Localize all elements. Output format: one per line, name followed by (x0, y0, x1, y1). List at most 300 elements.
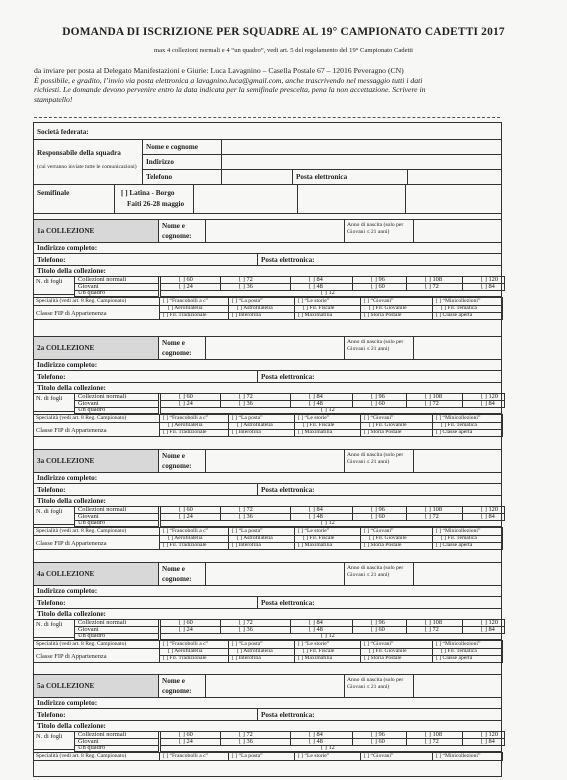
collection-name-input[interactable] (205, 336, 345, 360)
phone-label-cell (142, 169, 222, 185)
special-option-text: [ ] “Minicollezioni” (436, 753, 481, 759)
collection-phone-label: Telefono: (37, 256, 66, 264)
collection-name-label: Nome e (162, 677, 185, 685)
special-option-text: [ ] “Francobolli a c” (163, 753, 209, 759)
fip-option-text: [ ] Classe aperta (436, 542, 473, 548)
sheets-young-text: [ ] 36 (239, 283, 253, 290)
special-option-text: [ ] “Giovani” (364, 641, 394, 647)
sheets-normal-text: [ ] 72 (239, 619, 253, 626)
normal-collections-label: Collezioni normali (78, 393, 127, 400)
fip-option-text: [ ] Aerofilatelia (168, 535, 203, 541)
sheets-normal-text: [ ] 60 (179, 506, 193, 513)
collection-email-label: Posta elettronica: (261, 373, 315, 381)
sheets-normal-text: [ ] 60 (179, 619, 193, 626)
fip-option-text: [ ] Maximafilia (298, 429, 333, 435)
normal-collections-label: Collezioni normali (78, 276, 127, 283)
fip-option-text: [ ] Astrofilatelia (237, 305, 273, 311)
normal-collections-label: Collezioni normali (78, 731, 127, 738)
fip-option-text: [ ] Fil. Giovanile (369, 535, 407, 541)
society-field[interactable] (33, 122, 502, 140)
team-email-label: Posta elettronica (296, 173, 348, 181)
collection-title: 5a COLLEZIONE (37, 682, 95, 690)
form-title: DOMANDA DI ISCRIZIONE PER SQUADRE AL 19° CAMPIONATO CADETTI 2017 (62, 26, 505, 38)
sheets-young-text: [ ] 24 (179, 513, 193, 520)
special-option[interactable] (159, 752, 229, 761)
sheets-normal-text: [ ] 96 (371, 276, 385, 283)
collection-title: 4a COLLEZIONE (37, 570, 95, 578)
fip-option-text: [ ] Storia Postale (364, 655, 402, 661)
fip-option-text: [ ] Maximafilia (298, 542, 333, 548)
fip-option-text: [ ] Aerofilatelia (168, 648, 203, 654)
one-frame-label-cell (74, 407, 159, 414)
special-option-text: [ ] “Francobolli a c” (163, 528, 209, 534)
collection-name-label: Nome e (162, 339, 185, 347)
sheets-young-text: [ ] 48 (309, 400, 323, 407)
collection-surname-label: cognome: (162, 687, 192, 695)
sheets-label-cell (33, 731, 75, 750)
collection-title-cell (33, 336, 159, 360)
sheets-one-frame-text: [ ] 12 (321, 745, 335, 751)
fip-option-text: [ ] Fil. Tradizionale (163, 542, 207, 548)
special-label: Specialità (vedi art. 8 Reg. Campionato) (36, 753, 127, 759)
team-address-label: Indirizzo (146, 158, 174, 166)
young-label: Giovani (78, 283, 99, 290)
sheets-normal-text: [ ] 120 (481, 619, 499, 626)
birth-year-label: Anno di nascita (solo per Giovani ≤ 21 anni) (347, 222, 404, 235)
sheets-label: N. di fogli (36, 508, 63, 515)
sheets-one-frame-text: [ ] 12 (321, 520, 335, 526)
birth-year-input[interactable] (413, 562, 502, 586)
collection-phone-label: Telefono: (37, 599, 66, 607)
sheets-normal-text: [ ] 108 (425, 731, 443, 738)
collection-email-label: Posta elettronica: (261, 599, 315, 607)
collection-name-input[interactable] (205, 219, 345, 243)
sheets-label-cell (33, 506, 75, 525)
special-option-text: [ ] “Minicollezioni” (436, 528, 481, 534)
semifinal-label-cell (33, 184, 115, 214)
normal-collections-label: Collezioni normali (78, 506, 127, 513)
semifinal-label: Semifinale (37, 189, 70, 197)
fip-label-cell (33, 648, 160, 663)
fip-option-text: [ ] Astrofilatelia (237, 422, 273, 428)
collection-title-label: Titolo della collezione: (37, 267, 106, 275)
fip-option[interactable] (294, 429, 361, 437)
sheets-young-text: [ ] 24 (179, 400, 193, 407)
collection-title-cell (33, 449, 159, 473)
birth-year-input[interactable] (413, 336, 502, 360)
fip-option-text: [ ] Fil. Giovanile (369, 305, 407, 311)
fip-option[interactable] (360, 429, 433, 437)
one-frame-label-cell (74, 745, 159, 752)
special-option-text: [ ] “Le storie” (298, 298, 330, 304)
sheets-normal-text: [ ] 84 (309, 506, 323, 513)
semifinal-option-1: [ ] Latina - Borgo (121, 189, 175, 197)
sheets-one-frame-option[interactable] (160, 520, 502, 527)
sheets-young-text: [ ] 36 (239, 738, 253, 745)
collection-address-label: Indirizzo completo: (37, 474, 98, 482)
sheets-normal-text: [ ] 84 (309, 619, 323, 626)
sheets-one-frame-option[interactable] (160, 633, 502, 640)
special-option-text: [ ] “La posta” (232, 298, 263, 304)
semifinal-blank-1[interactable] (193, 184, 298, 214)
one-frame-label: Un quadro (78, 520, 106, 526)
one-frame-label: Un quadro (78, 633, 106, 639)
fip-option-text: [ ] Fil. Fiscale (303, 422, 335, 428)
birth-year-label-cell (344, 336, 414, 360)
young-label: Giovani (78, 738, 99, 745)
fip-option-text: [ ] Interofilia (232, 655, 261, 661)
email-label-cell (292, 169, 408, 185)
collection-phone-label: Telefono: (37, 711, 66, 719)
sheets-young-text: [ ] 72 (425, 626, 439, 633)
special-option-text: [ ] “Le storie” (298, 641, 330, 647)
one-frame-label: Un quadro (78, 407, 106, 413)
special-label-cell (33, 752, 160, 761)
collection-email-label: Posta elettronica: (261, 256, 315, 264)
special-option-text: [ ] “La posta” (232, 641, 263, 647)
special-label: Specialità (vedi art. 8 Reg. Campionato) (36, 641, 127, 647)
fip-option-text: [ ] Fil. Tradizionale (163, 312, 207, 318)
collection-name-label-cell (158, 336, 206, 360)
responsible-box (33, 139, 143, 185)
collection-name-input[interactable] (205, 674, 345, 698)
one-frame-label: Un quadro (78, 290, 106, 296)
collection-title: 1a COLLEZIONE (37, 227, 95, 235)
collection-title-cell (33, 562, 159, 586)
sheets-label: N. di fogli (36, 621, 63, 628)
special-option-text: [ ] “La posta” (232, 753, 263, 759)
special-option-text: [ ] “Minicollezioni” (436, 298, 481, 304)
collection-surname-label: cognome: (162, 232, 192, 240)
sheets-young-text: [ ] 84 (481, 738, 495, 745)
sheets-normal-text: [ ] 72 (239, 393, 253, 400)
fip-option[interactable] (432, 429, 503, 437)
special-option[interactable] (228, 752, 295, 761)
fip-label: Classe FIP di Appartenenza (36, 427, 107, 434)
sheets-one-frame-text: [ ] 12 (321, 633, 335, 639)
special-label: Specialità (vedi art. 8 Reg. Campionato) (36, 298, 127, 304)
fip-option[interactable] (228, 429, 295, 437)
fip-option-text: [ ] Classe aperta (436, 429, 473, 435)
sheets-normal-text: [ ] 108 (425, 506, 443, 513)
sheets-normal-text: [ ] 84 (309, 731, 323, 738)
collection-name-label-cell (158, 219, 206, 243)
sheets-normal-text: [ ] 96 (371, 731, 385, 738)
collection-email-label: Posta elettronica: (261, 486, 315, 494)
special-option-text: [ ] “Giovani” (364, 753, 394, 759)
fip-option[interactable] (159, 429, 229, 437)
sheets-young-text: [ ] 48 (309, 626, 323, 633)
birth-year-label-cell (344, 562, 414, 586)
sheets-young-text: [ ] 24 (179, 283, 193, 290)
team-email-input[interactable] (407, 169, 502, 185)
young-label: Giovani (78, 400, 99, 407)
collection-title-label: Titolo della collezione: (37, 497, 106, 505)
birth-year-label: Anno di nascita (solo per Giovani ≤ 21 anni) (347, 339, 404, 352)
birth-year-input[interactable] (413, 674, 502, 698)
fip-option-text: [ ] Fil. Tematica (441, 535, 477, 541)
collection-name-label: Nome e (162, 452, 185, 460)
fip-option[interactable] (159, 312, 229, 320)
team-phone-input[interactable] (221, 169, 293, 185)
fip-option[interactable] (360, 542, 433, 550)
one-frame-label-cell (74, 290, 159, 297)
sheets-young-text: [ ] 36 (239, 513, 253, 520)
sheets-normal-text: [ ] 72 (239, 276, 253, 283)
fip-option-text: [ ] Fil. Giovanile (369, 648, 407, 654)
address-label-cell (142, 154, 222, 170)
team-address-input[interactable] (221, 154, 502, 170)
sheets-young-text: [ ] 84 (481, 400, 495, 407)
form-subtitle: max 4 collezioni normali e 4 “un quadro”, vedi art. 5 del regolamento del 19° Campionato Cadetti (154, 47, 413, 54)
sheets-young-text: [ ] 72 (425, 400, 439, 407)
sheets-one-frame-option[interactable] (160, 745, 502, 752)
sheets-young-text: [ ] 48 (309, 738, 323, 745)
special-option-text: [ ] “Giovani” (364, 415, 394, 421)
collection-email-label: Posta elettronica: (261, 711, 315, 719)
fip-option-text: [ ] Classe aperta (436, 655, 473, 661)
fip-option-text: [ ] Storia Postale (364, 542, 402, 548)
fip-option-text: [ ] Astrofilatelia (237, 535, 273, 541)
special-option-text: [ ] “Le storie” (298, 528, 330, 534)
collection-name-input[interactable] (205, 562, 345, 586)
birth-year-input[interactable] (413, 219, 502, 243)
intro-line-4: stampatello! (34, 94, 73, 104)
young-label: Giovani (78, 513, 99, 520)
sheets-young-text: [ ] 60 (371, 400, 385, 407)
collection-surname-label: cognome: (162, 349, 192, 357)
sheets-normal-text: [ ] 96 (371, 506, 385, 513)
semifinal-option-latina[interactable] (114, 184, 194, 214)
birth-year-label: Anno di nascita (solo per Giovani ≤ 21 anni) (347, 565, 404, 578)
sheets-young-text: [ ] 60 (371, 738, 385, 745)
collection-address-label: Indirizzo completo: (37, 361, 98, 369)
collection-name-label-cell (158, 562, 206, 586)
collection-address-label: Indirizzo completo: (37, 587, 98, 595)
young-label: Giovani (78, 626, 99, 633)
special-option-text: [ ] “Francobolli a c” (163, 298, 209, 304)
sheets-normal-text: [ ] 60 (179, 276, 193, 283)
team-phone-label: Telefono (146, 173, 173, 181)
fip-option-text: [ ] Fil. Fiscale (303, 648, 335, 654)
fip-option-text: [ ] Interofilia (232, 429, 261, 435)
special-option-text: [ ] “Le storie” (298, 753, 330, 759)
special-option[interactable] (432, 752, 503, 761)
sheets-normal-text: [ ] 120 (481, 276, 499, 283)
sheets-normal-text: [ ] 72 (239, 506, 253, 513)
team-name-input[interactable] (221, 139, 502, 155)
sheets-young-text: [ ] 84 (481, 513, 495, 520)
sheets-one-frame-option[interactable] (160, 407, 502, 414)
collection-name-label: Nome e (162, 565, 185, 573)
fip-option-text: [ ] Fil. Tradizionale (163, 655, 207, 661)
collection-name-label-cell (158, 674, 206, 698)
fip-option-text: [ ] Fil. Tematica (441, 648, 477, 654)
special-option-text: [ ] “La posta” (232, 415, 263, 421)
collection-title-cell (33, 219, 159, 243)
semifinal-blank-3[interactable] (405, 184, 502, 214)
cut-line (34, 117, 500, 118)
fip-option-text: [ ] Interofilia (232, 312, 261, 318)
sheets-normal-text: [ ] 60 (179, 731, 193, 738)
sheets-young-text: [ ] 48 (309, 283, 323, 290)
fip-option-text: [ ] Fil. Giovanile (369, 422, 407, 428)
fip-option-text: [ ] Storia Postale (364, 312, 402, 318)
sheets-normal-text: [ ] 120 (481, 506, 499, 513)
collection-address-label: Indirizzo completo: (37, 699, 98, 707)
collection-title-label: Titolo della collezione: (37, 384, 106, 392)
fip-option[interactable] (294, 542, 361, 550)
fip-option[interactable] (228, 312, 295, 320)
intro-line-1: da inviare per posta al Delegato Manifestazioni e Giurie: Luca Lavagnino – Casella Postale 67 – 12016 Peveragno (CN) (34, 66, 404, 75)
sheets-normal-text: [ ] 96 (371, 393, 385, 400)
sheets-young-text: [ ] 36 (239, 400, 253, 407)
fip-option[interactable] (228, 542, 295, 550)
fip-option[interactable] (360, 655, 433, 663)
collection-title-label: Titolo della collezione: (37, 610, 106, 618)
special-option-text: [ ] “Francobolli a c” (163, 641, 209, 647)
special-label: Specialità (vedi art. 8 Reg. Campionato) (36, 528, 127, 534)
special-option-text: [ ] “Minicollezioni” (436, 415, 481, 421)
birth-year-label-cell (344, 449, 414, 473)
sheets-one-frame-text: [ ] 12 (321, 407, 335, 413)
fip-option-text: [ ] Fil. Tematica (441, 422, 477, 428)
fip-option[interactable] (294, 312, 361, 320)
fip-option-text: [ ] Aerofilatelia (168, 422, 203, 428)
fip-label-cell (33, 535, 160, 550)
sheets-label-cell (33, 393, 75, 412)
sheets-label-cell (33, 276, 75, 295)
collection-title: 2a COLLEZIONE (37, 344, 95, 352)
sheets-normal-text: [ ] 120 (481, 731, 499, 738)
sheets-young-text: [ ] 72 (425, 738, 439, 745)
sheets-young-text: [ ] 60 (371, 283, 385, 290)
sheets-label-cell (33, 619, 75, 638)
fip-option[interactable] (159, 655, 229, 663)
fip-option-text: [ ] Fil. Tradizionale (163, 429, 207, 435)
collection-surname-label: cognome: (162, 575, 192, 583)
birth-year-label: Anno di nascita (solo per Giovani ≤ 21 anni) (347, 452, 404, 465)
fip-option-text: [ ] Interofilia (232, 542, 261, 548)
fip-option-text: [ ] Classe aperta (436, 312, 473, 318)
birth-year-input[interactable] (413, 449, 502, 473)
collection-title-label: Titolo della collezione: (37, 722, 106, 730)
sheets-young-text: [ ] 72 (425, 283, 439, 290)
collection-title-cell (33, 674, 159, 698)
one-frame-label-cell (74, 520, 159, 527)
birth-year-label-cell (344, 674, 414, 698)
society-label: Società federata: (37, 128, 89, 136)
collection-phone-label: Telefono: (37, 373, 66, 381)
sheets-normal-text: [ ] 96 (371, 619, 385, 626)
responsible-label: Responsabile della squadra (37, 149, 121, 157)
sheets-young-text: [ ] 60 (371, 626, 385, 633)
special-label: Specialità (vedi art. 8 Reg. Campionato) (36, 415, 127, 421)
birth-year-label-cell (344, 219, 414, 243)
one-frame-label: Un quadro (78, 745, 106, 751)
fip-option-text: [ ] Maximafilia (298, 655, 333, 661)
fip-option-text: [ ] Astrofilatelia (237, 648, 273, 654)
birth-year-label: Anno di nascita (solo per Giovani ≤ 21 anni) (347, 677, 404, 690)
sheets-normal-text: [ ] 108 (425, 619, 443, 626)
team-name-label: Nome e cognome (146, 143, 198, 151)
fip-option[interactable] (432, 312, 503, 320)
fip-option-text: [ ] Fil. Tematica (441, 305, 477, 311)
fip-option[interactable] (432, 655, 503, 663)
sheets-young-text: [ ] 24 (179, 626, 193, 633)
fip-option-text: [ ] Maximafilia (298, 312, 333, 318)
collection-name-label-cell (158, 449, 206, 473)
sheets-label: N. di fogli (36, 278, 63, 285)
collection-title: 3a COLLEZIONE (37, 457, 95, 465)
intro-line-3: richiesti. Le domande devono pervenire entro la data indicata per la semifinale prescelta, pena la non accettazione. Scrivere in (34, 85, 426, 95)
semifinal-blank-2[interactable] (297, 184, 406, 214)
fip-label: Classe FIP di Appartenenza (36, 310, 107, 317)
collection-surname-label: cognome: (162, 462, 192, 470)
sheets-label: N. di fogli (36, 733, 63, 740)
sheets-one-frame-text: [ ] 12 (321, 290, 335, 296)
fip-option-text: [ ] Fil. Fiscale (303, 305, 335, 311)
responsible-note: (cui verranno inviate tutte le comunicazioni) (37, 164, 137, 170)
special-option[interactable] (294, 752, 361, 761)
fip-label-cell (33, 422, 160, 437)
sheets-young-text: [ ] 84 (481, 626, 495, 633)
fip-label: Classe FIP di Appartenenza (36, 540, 107, 547)
fip-option[interactable] (294, 655, 361, 663)
special-option-text: [ ] “La posta” (232, 528, 263, 534)
fip-label-cell (33, 305, 160, 320)
fip-option-text: [ ] Storia Postale (364, 429, 402, 435)
special-option[interactable] (360, 752, 433, 761)
special-option-text: [ ] “Giovani” (364, 298, 394, 304)
form-intro (34, 66, 539, 104)
sheets-young-text: [ ] 72 (425, 513, 439, 520)
sheets-normal-text: [ ] 84 (309, 276, 323, 283)
intro-line-2: È possibile, e gradito, l’invio via posta elettronica a lavagnino.luca@gmail.com, anche trascrivendo nel messaggio tutti i dati (34, 75, 423, 85)
sheets-young-text: [ ] 60 (371, 513, 385, 520)
collection-phone-label: Telefono: (37, 486, 66, 494)
sheets-young-text: [ ] 36 (239, 626, 253, 633)
sheets-normal-text: [ ] 120 (481, 393, 499, 400)
collection-address-label: Indirizzo completo: (37, 244, 98, 252)
sheets-normal-text: [ ] 108 (425, 393, 443, 400)
sheets-one-frame-option[interactable] (160, 290, 502, 297)
special-option-text: [ ] “Francobolli a c” (163, 415, 209, 421)
sheets-young-text: [ ] 48 (309, 513, 323, 520)
sheets-normal-text: [ ] 60 (179, 393, 193, 400)
collection-name-input[interactable] (205, 449, 345, 473)
fip-option-text: [ ] Aerofilatelia (168, 305, 203, 311)
sheets-young-text: [ ] 24 (179, 738, 193, 745)
fip-option[interactable] (228, 655, 295, 663)
fip-option[interactable] (432, 542, 503, 550)
sheets-young-text: [ ] 84 (481, 283, 495, 290)
normal-collections-label: Collezioni normali (78, 619, 127, 626)
sheets-normal-text: [ ] 72 (239, 731, 253, 738)
fip-option-text: [ ] Fil. Fiscale (303, 535, 335, 541)
special-option-text: [ ] “Le storie” (298, 415, 330, 421)
semifinal-option-2: Faiti 26-28 maggio (127, 200, 185, 208)
fip-option[interactable] (360, 312, 433, 320)
one-frame-label-cell (74, 633, 159, 640)
fip-option[interactable] (159, 542, 229, 550)
fip-label: Classe FIP di Appartenenza (36, 653, 107, 660)
name-label-cell (142, 139, 222, 155)
special-option-text: [ ] “Giovani” (364, 528, 394, 534)
collection-name-label: Nome e (162, 222, 185, 230)
special-option-text: [ ] “Minicollezioni” (436, 641, 481, 647)
sheets-normal-text: [ ] 108 (425, 276, 443, 283)
